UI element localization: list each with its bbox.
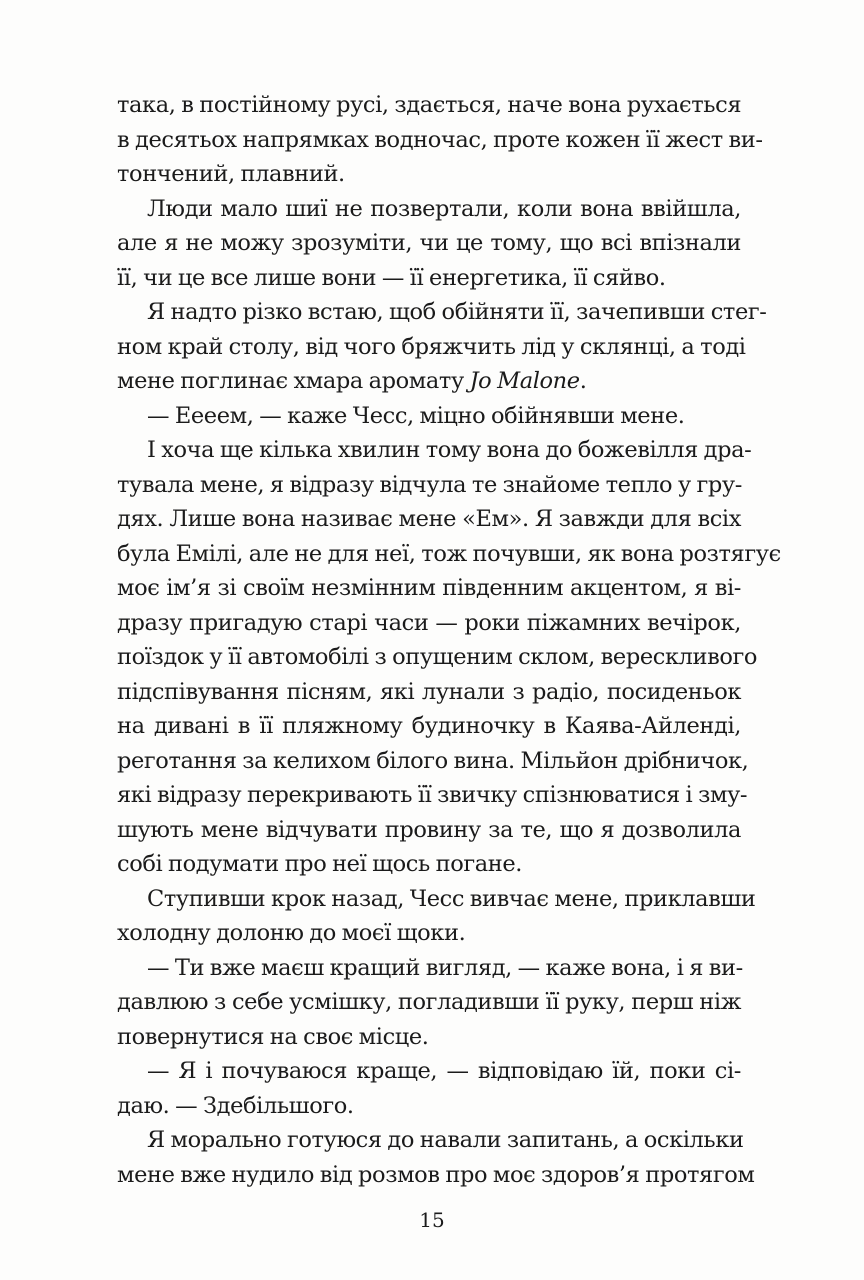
text-line: реготання за келихом білого вина. Мільйон дрібничок, [117, 747, 749, 774]
text-line: Я надто різко встаю, щоб обійняти її, зачепивши стег- [147, 299, 767, 325]
paragraph [117, 88, 763, 192]
text-line: така, в постійному русі, здається, наче вона рухається [117, 92, 742, 118]
paragraph [117, 1123, 755, 1192]
text-line: тончений, плавний. [117, 161, 345, 187]
text-line: І хоча ще кілька хвилин тому вона до божевілля дра- [147, 437, 752, 463]
text-line: але я не можу зрозуміти, чи це тому, що всі впізнали [117, 230, 741, 256]
paragraph [117, 882, 756, 951]
paragraph [117, 1054, 741, 1123]
text-line: повернутися на своє місце. [117, 1023, 429, 1050]
text-line: які відразу перекривають її звичку спізнюватися і зму- [117, 782, 748, 808]
text-line: дях. Лише вона називає мене «Ем». Я завжди для всіх [117, 506, 741, 532]
paragraph [117, 399, 741, 434]
text-line [117, 364, 741, 399]
text-line: тувала мене, я відразу відчула те знайоме тепло у гру- [117, 471, 742, 498]
text-line: була Емілі, але не для неї, тож почувши, як вона розтягує [117, 540, 781, 567]
text-line: — Еееем, — каже Чесс, міцно обійнявши мене. [147, 402, 685, 429]
brand-name: Jo Malone [469, 368, 580, 394]
text-line: давлюю з себе усмішку, погладивши її руку, перш ніж [117, 989, 741, 1015]
text-line: на дивані в її пляжному будиночку в Каява-Айленді, [117, 713, 741, 739]
text-line: моє ім’я зі своїм незмінним південним акцентом, я ві- [117, 575, 741, 601]
text-line: ном край столу, від чого бряжчить лід у склянці, а тоді [117, 333, 746, 360]
paragraph [117, 295, 767, 399]
text-line: її, чи це все лише вони — її енергетика, її сяйво. [117, 264, 666, 291]
text-line: — Ти вже маєш кращий вигляд, — каже вона, і я ви- [147, 954, 743, 981]
text-line: поїздок у її автомобілі з опущеним склом, верескливого [117, 644, 758, 670]
text-line-start: мене поглинає хмара аромату [117, 368, 470, 394]
text-line: — Я і почуваюся краще, — відповідаю їй, поки сі- [147, 1058, 741, 1084]
text-line: Я морально готуюся до навали запитань, а оскільки [147, 1127, 744, 1153]
text-line: собі подумати про неї щось погане. [117, 851, 523, 877]
text-line: дразу пригадую старі часи — роки піжамних вечірок, [117, 609, 741, 636]
text-line: підспівування пісням, які лунали з радіо, посиденьок [117, 678, 741, 705]
text-line: даю. — Здебільшого. [117, 1092, 354, 1119]
text-line: Ступивши крок назад, Чесс вивчає мене, приклавши [147, 885, 756, 912]
text-line: в десятьох напрямках водночас, проте кожен її жест ви- [117, 126, 763, 153]
text-line: Люди мало шиї не позвертали, коли вона ввійшла, [147, 195, 741, 222]
paragraph [117, 433, 781, 882]
paragraph [117, 951, 741, 1055]
text-line: шують мене відчувати провину за те, що я дозволила [117, 816, 741, 843]
page-number: 15 [419, 1208, 445, 1232]
body-text [117, 88, 781, 1192]
punctuation: . [579, 368, 587, 394]
paragraph [117, 192, 741, 296]
text-line: холодну долоню до моєї щоки. [117, 920, 466, 946]
text-line: мене вже нудило від розмов про моє здоров’я протягом [117, 1161, 755, 1188]
